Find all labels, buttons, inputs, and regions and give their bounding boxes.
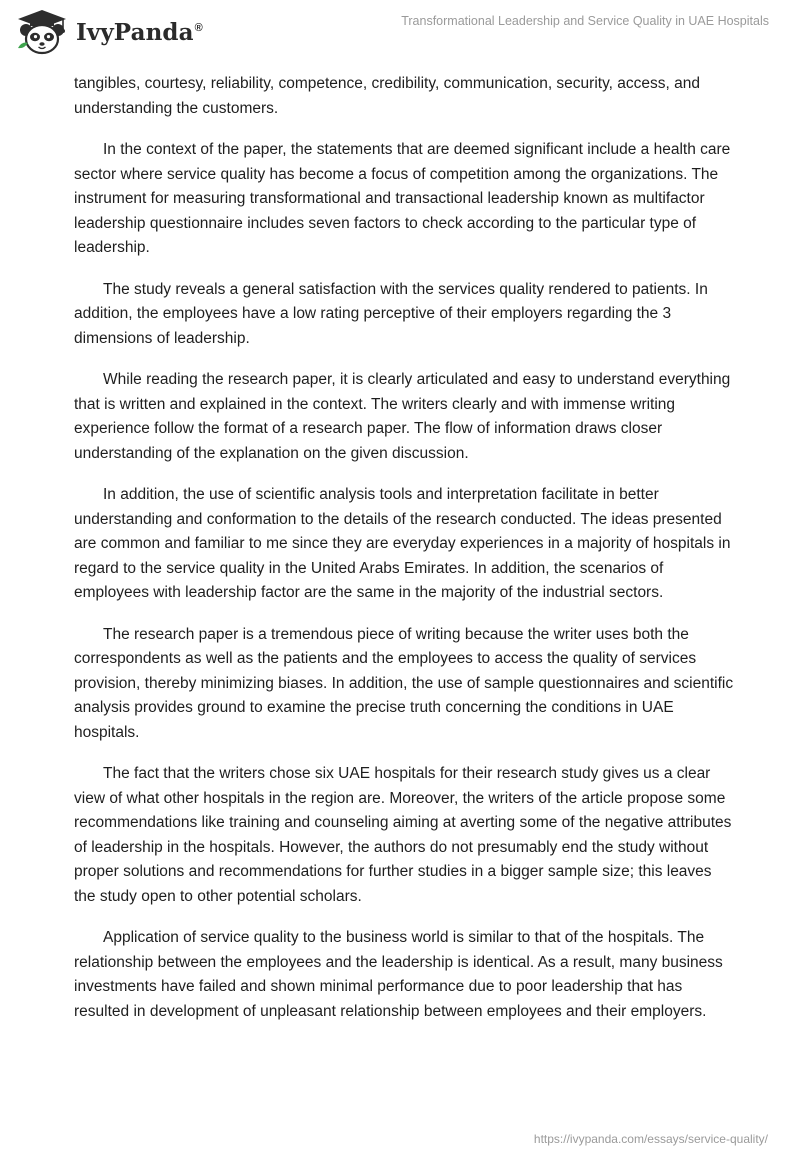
essay-body [74, 72, 734, 1041]
paragraph: In addition, the use of scientific analysis tools and interpretation facilitate in better understanding and conformation to the details of the research conducted. The ideas presented are common and familiar to me since they are everyday experiences in a majority of hospitals in regard to the service quality in the United Arabs Emirates. In addition, the scenarios of employees with leadership factor are the same in the majority of the industrial sectors. [74, 486, 731, 601]
registered-mark: ® [194, 21, 203, 34]
panda-graduate-icon [14, 8, 70, 56]
page-header [0, 0, 800, 64]
paragraph: The research paper is a tremendous piece of writing because the writer uses both the correspondents as well as the patients and the employees to access the quality of services provision, thereby minimizing biases. In addition, the use of sample questionnaires and scientific analysis provides ground to examine the precise truth concerning the conditions in UAE hospitals. [74, 625, 734, 741]
paragraph: The study reveals a general satisfaction with the services quality rendered to patients. In addition, the employees have a low rating perceptive of their employers regarding the 3 dimensions of leadership. [74, 280, 708, 347]
paragraph: While reading the research paper, it is clearly articulated and easy to understand everything that is written and explained in the context. The writers clearly and with immense writing experience follow the format of a research paper. The flow of information draws closer understanding of the explanation on the given discussion. [74, 371, 731, 462]
document-title: Transformational Leadership and Service Quality in UAE Hospitals [401, 14, 769, 28]
paragraph: Application of service quality to the business world is similar to that of the hospitals. The relationship between the employees and the leadership is identical. As a result, many business investments have failed and shown minimal performance due to poor leadership that has resulted in development of unpleasant relationship between employees and their employers. [74, 929, 723, 1020]
paragraph: In the context of the paper, the statements that are deemed significant include a health care sector where service quality has become a focus of competition among the organizations. The instrument for measuring transformational and transactional leadership known as multifactor leadership questionnaire includes seven factors to check according to the particular type of leadership. [74, 141, 731, 256]
paragraph: tangibles, courtesy, reliability, competence, credibility, communication, security, access, and understanding the customers. [74, 75, 701, 117]
paragraph: The fact that the writers chose six UAE hospitals for their research study gives us a clear view of what other hospitals in the region are. Moreover, the writers of the article propose some recommendations like training and counseling aiming at averting some of the negative attributes of leadership in the hospitals. However, the authors do not presumably end the study without proper solutions and recommendations for further studies in a bigger sample size; this leaves the study open to other potential scholars. [74, 765, 732, 905]
source-url[interactable]: https://ivypanda.com/essays/service-quality/ [533, 1132, 768, 1146]
brand-logo[interactable] [14, 8, 203, 56]
brand-name: IvyPanda® [76, 18, 203, 46]
